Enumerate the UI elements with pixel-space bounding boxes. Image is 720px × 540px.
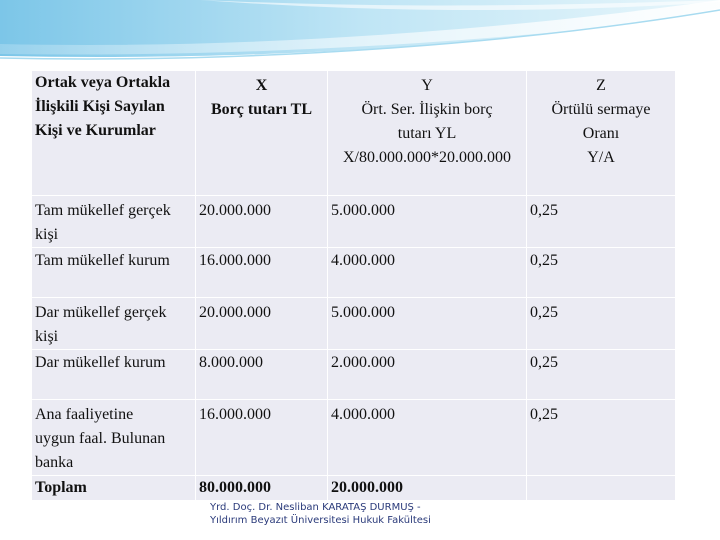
thin-capitalization-table: [31, 70, 676, 501]
cell-y: 5.000.000: [328, 298, 527, 350]
cell-x: 8.000.000: [196, 350, 328, 400]
table-row: [32, 196, 676, 248]
cell-x: 20.000.000: [196, 196, 328, 248]
header-related-parties: Ortak veya Ortakla İlişkili Kişi Sayılan Kişi ve Kurumlar: [32, 71, 196, 196]
cell-x: 16.000.000: [196, 248, 328, 298]
cell-y: 5.000.000: [328, 196, 527, 248]
cell-z: 0,25: [527, 350, 676, 400]
cell-y: 4.000.000: [328, 400, 527, 476]
row-label: Ana faaliyetine uygun faal. Bulunan banka: [32, 400, 196, 476]
table-row: [32, 248, 676, 298]
row-label: Tam mükellef kurum: [32, 248, 196, 298]
table-row: [32, 298, 676, 350]
row-label: Tam mükellef gerçek kişi: [32, 196, 196, 248]
header-debt-amount: X Borç tutarı TL: [196, 71, 328, 196]
cell-y: 2.000.000: [328, 350, 527, 400]
author-footer: [210, 501, 431, 527]
footer-author: Yrd. Doç. Dr. Nesliban KARATAŞ DURMUŞ -: [210, 502, 421, 513]
table-row: [32, 350, 676, 400]
cell-x: 80.000.000: [196, 476, 328, 501]
cell-z: 0,25: [527, 196, 676, 248]
cell-z: [527, 476, 676, 501]
row-label: Dar mükellef kurum: [32, 350, 196, 400]
header-thin-cap-ratio: Z Örtülü sermaye Oranı Y/A: [527, 71, 676, 196]
header-related-debt: Y Ört. Ser. İlişkin borç tutarı YL X/80.000.000*20.000.000: [328, 71, 527, 196]
cell-x: 20.000.000: [196, 298, 328, 350]
cell-z: 0,25: [527, 248, 676, 298]
total-row: [32, 476, 676, 501]
decorative-header-swoosh: [0, 0, 720, 70]
table-row: [32, 400, 676, 476]
footer-institution: Yıldırım Beyazıt Üniversitesi Hukuk Fakültesi: [210, 515, 431, 526]
row-label: Toplam: [32, 476, 196, 501]
cell-z: 0,25: [527, 400, 676, 476]
header-row: [32, 71, 676, 196]
cell-y: 20.000.000: [328, 476, 527, 501]
cell-z: 0,25: [527, 298, 676, 350]
row-label: Dar mükellef gerçek kişi: [32, 298, 196, 350]
cell-x: 16.000.000: [196, 400, 328, 476]
cell-y: 4.000.000: [328, 248, 527, 298]
